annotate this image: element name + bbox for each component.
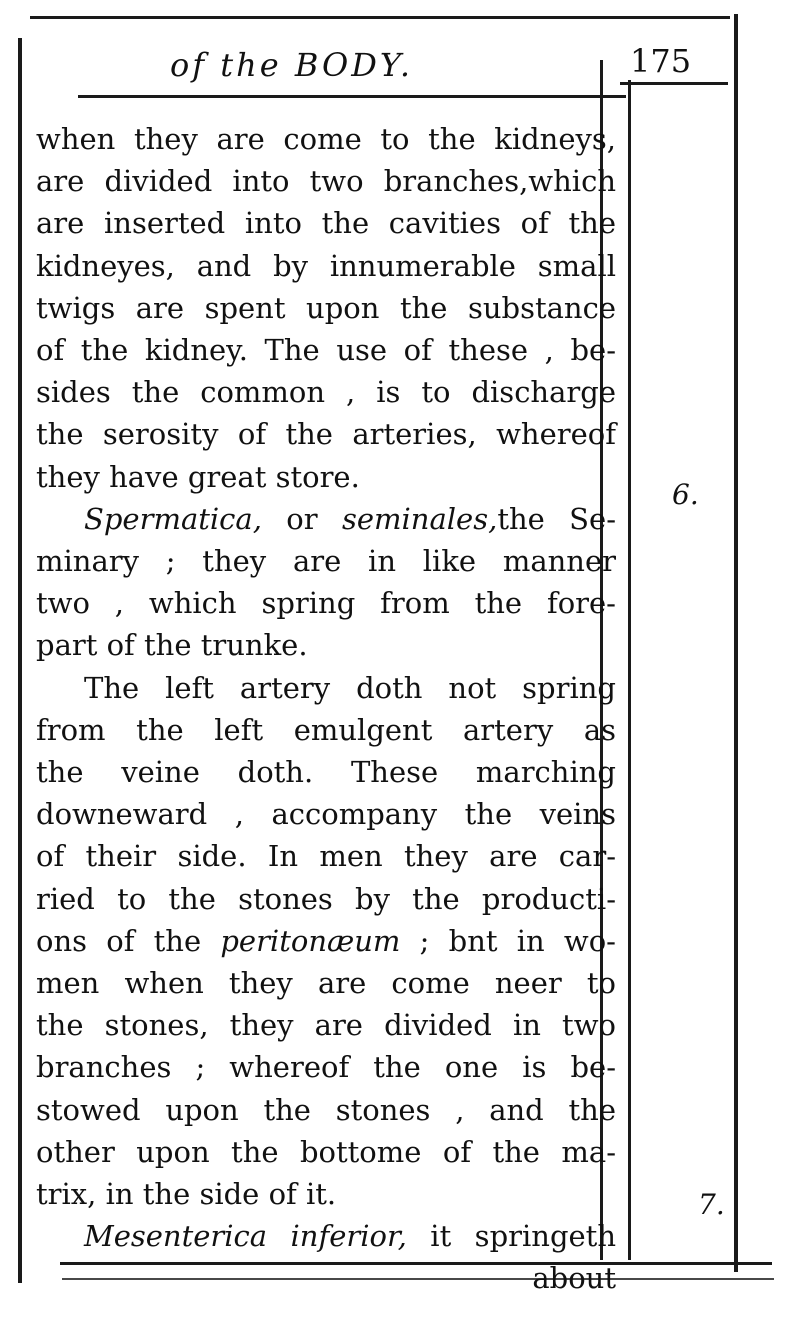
margin-note-6: 6. xyxy=(672,478,699,511)
text-line: men when they are come neer to xyxy=(36,966,616,1001)
text-line: of the kidney. The use of these , be- xyxy=(36,333,616,368)
text-line: ried to the stones by the producti- xyxy=(36,881,616,916)
latin-term: peritonæum xyxy=(220,923,401,958)
latin-term: seminales, xyxy=(341,501,498,536)
text-line: part of the trunke. xyxy=(36,628,308,663)
text-fragment: the Se- xyxy=(497,501,616,536)
frame-top-rule xyxy=(30,16,730,19)
catchword: about xyxy=(532,1261,616,1296)
frame-left-rule xyxy=(18,38,22,1283)
text-line xyxy=(36,498,616,540)
text-line: other upon the bottome of the ma- xyxy=(36,1134,616,1169)
text-line: The left artery doth not spring xyxy=(84,670,616,705)
text-line: of their side. In men they are car- xyxy=(36,839,616,874)
text-fragment: or xyxy=(261,501,342,536)
text-line: the veine doth. These marching xyxy=(36,755,616,790)
text-line: trix, in the side of it. xyxy=(36,1177,337,1212)
text-line: twigs are spent upon the substance xyxy=(36,290,616,325)
margin-header-rule xyxy=(620,82,728,85)
text-line: they have great store. xyxy=(36,459,360,494)
text-line: minary ; they are in like manner xyxy=(36,544,616,579)
text-line: two , which spring from the fore- xyxy=(36,586,616,621)
text-line: when they are come to the kidneys, xyxy=(36,122,616,156)
text-line: the stones, they are divided in two xyxy=(36,1008,616,1043)
latin-term: Mesenterica inferior, xyxy=(84,1219,407,1254)
text-fragment: it springeth xyxy=(406,1219,617,1254)
text-line: downeward , accompany the veins xyxy=(36,797,616,832)
text-line: stowed upon the stones , and the xyxy=(36,1092,616,1127)
text-line: branches ; whereof the one is be- xyxy=(36,1050,616,1085)
running-head: of the BODY. xyxy=(170,46,414,84)
text-line xyxy=(36,920,616,962)
text-line: are divided into two branches,which xyxy=(36,164,616,199)
frame-right-rule xyxy=(734,14,738,1272)
text-fragment: ons of the xyxy=(36,923,221,958)
text-line: the serosity of the arteries, whereof xyxy=(36,417,616,452)
text-line: are inserted into the cavities of the xyxy=(36,206,616,241)
latin-term: Spermatica, xyxy=(84,501,262,536)
margin-column-rule xyxy=(628,80,631,1260)
page-number: 175 xyxy=(630,42,692,80)
body-text xyxy=(36,118,616,1300)
text-line: sides the common , is to discharge xyxy=(36,375,616,410)
text-line: kidneyes, and by innumerable small xyxy=(36,248,616,283)
text-fragment: ; bnt in wo- xyxy=(400,923,616,958)
text-line: from the left emulgent artery as xyxy=(36,712,616,747)
margin-note-7: 7. xyxy=(698,1188,725,1221)
header-rule xyxy=(78,95,626,98)
text-line xyxy=(36,1215,616,1257)
